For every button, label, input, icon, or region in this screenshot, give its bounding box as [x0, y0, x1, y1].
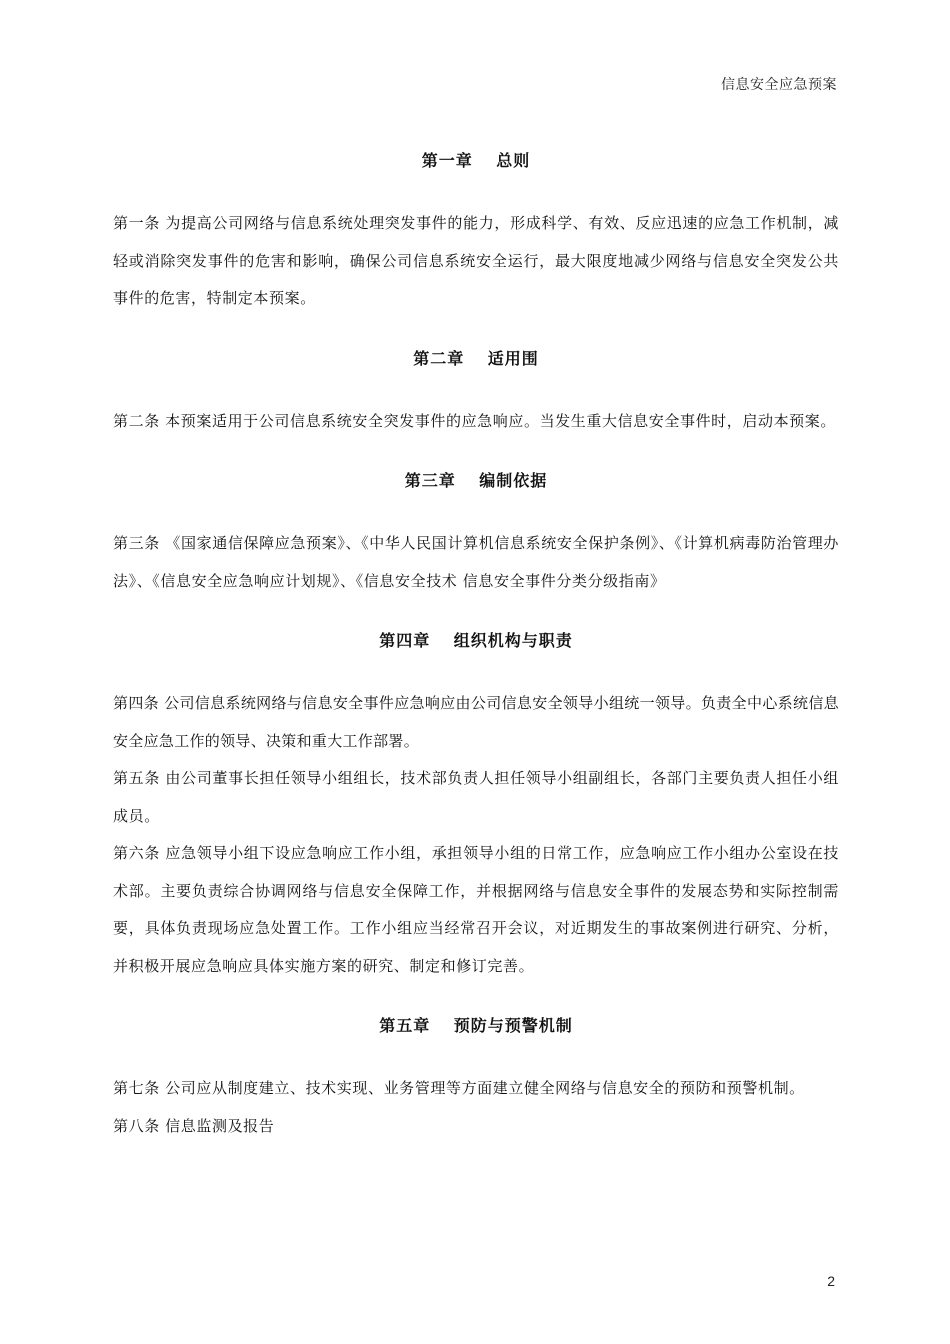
article-7: 第七条 公司应从制度建立、技术实现、业务管理等方面建立健全网络与信息安全的预防和预警机制。 [113, 1079, 805, 1097]
article-4: 第四条 公司信息系统网络与信息安全事件应急响应由公司信息安全领导小组统一领导。负责全中心系统信息安全应急工作的领导、决策和重大工作部署。 [113, 694, 839, 750]
article-1: 第一条 为提高公司网络与信息系统处理突发事件的能力，形成科学、有效、反应迅速的应急工作机制，减轻或消除突发事件的危害和影响，确保公司信息系统安全运行，最大限度地减少网络与信息安全突发公共事件的危害，特制定本预案。 [113, 214, 839, 307]
chapter-title-5: 第五章 预防与预警机制 [379, 1016, 573, 1035]
chapter-title-2: 第二章 适用围 [413, 348, 539, 368]
chapter-title-3: 第三章 编制依据 [404, 471, 548, 490]
article-2: 第二条 本预案适用于公司信息系统安全突发事件的应急响应。当发生重大信息安全事件时，启动本预案。 [113, 411, 836, 430]
chapter-title-4: 第四章 组织机构与职责 [379, 631, 573, 650]
article-6: 第六条 应急领导小组下设应急响应工作小组，承担领导小组的日常工作，应急响应工作小组办公室设在技术部。主要负责综合协调网络与信息安全保障工作，并根据网络与信息安全事件的发展态势和实际控制需要，具体负责现场应急处置工作。工作小组应当经常召开会议，对近期发生的事故案例进行研究、分析，并积极开展应急响应具体实施方案的研究、制定和修订完善。 [113, 844, 839, 975]
article-8: 第八条 信息监测及报告 [113, 1116, 275, 1135]
chapter-title-1: 第一章 总则 [421, 151, 531, 170]
article-5: 第五条 由公司董事长担任领导小组组长，技术部负责人担任领导小组副组长，各部门主要负责人担任小组成员。 [113, 769, 839, 825]
running-header: 信息安全应急预案 [721, 77, 837, 93]
page-number: 2 [827, 1273, 835, 1289]
document-body [113, 146, 839, 1145]
article-3: 第三条 《国家通信保障应急预案》、《中华人民国计算机信息系统安全保护条例》、《计算机病毒防治管理办法》、《信息安全应急响应计划规》、《信息安全技术 信息安全事件分类分级指南》 [113, 534, 839, 590]
